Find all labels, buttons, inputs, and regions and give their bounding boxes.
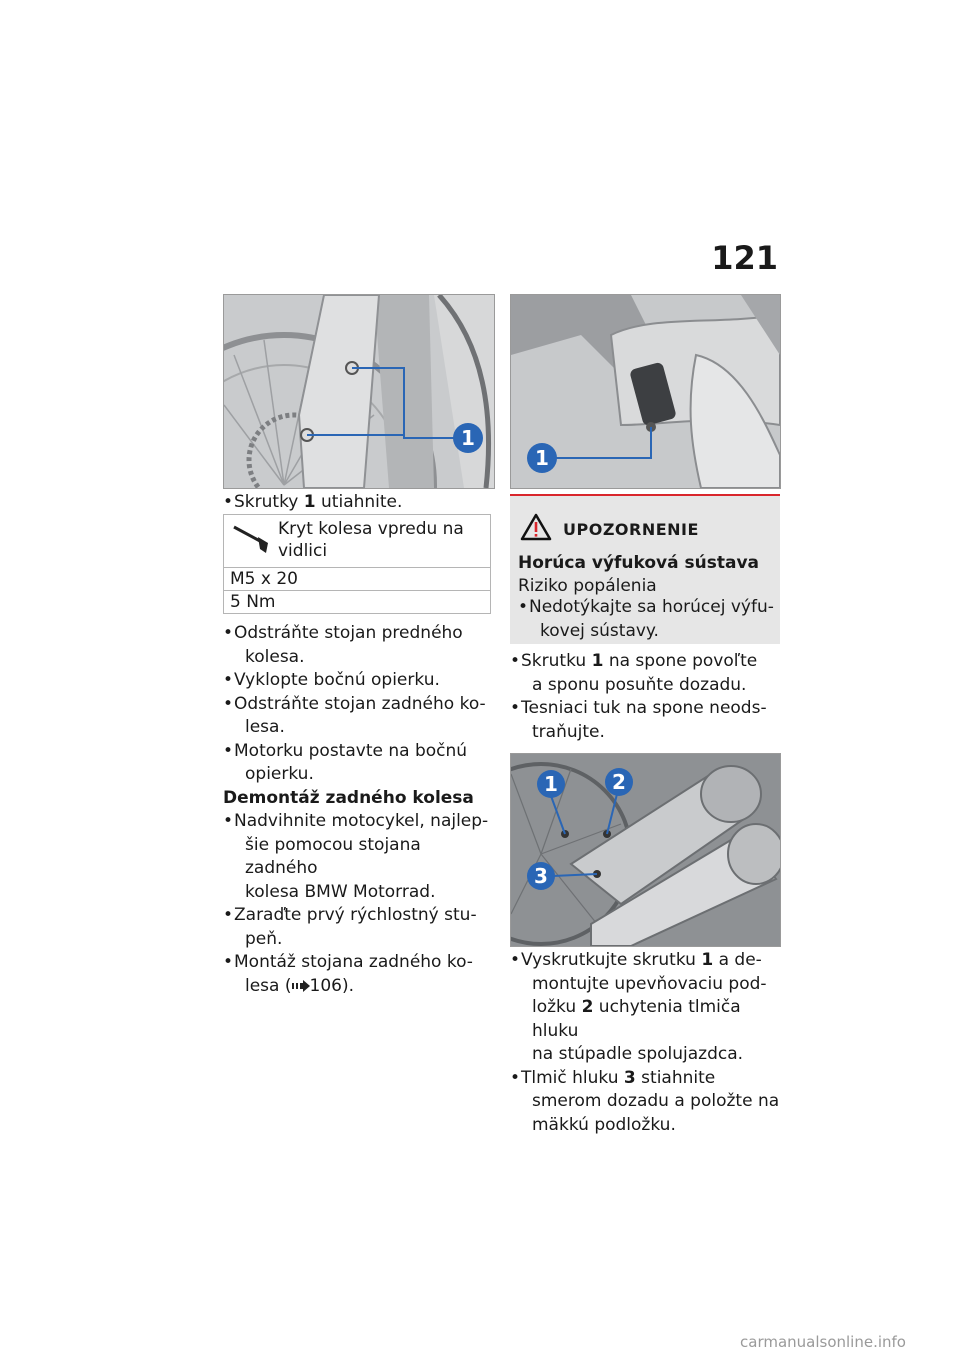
page-number: 121 [711, 239, 778, 277]
line: smerom dozadu a položte na [532, 1091, 780, 1111]
line: traňujte. [532, 721, 605, 742]
page-reference-arrow-icon [292, 980, 310, 992]
list-item [510, 697, 780, 744]
line: Nedotýkajte sa horúcej výfu- [529, 597, 774, 617]
line: kolesa. [245, 646, 305, 667]
line: kolesa BMW Motorrad. [245, 881, 436, 902]
line-text: ). [341, 975, 354, 996]
exhaust-clamp-photo [510, 294, 781, 489]
warning-title: UPOZORNENIE [563, 520, 699, 539]
list-item [223, 693, 493, 740]
line: lesa. [245, 717, 285, 737]
fig2-callout-1: 1 [535, 446, 549, 470]
step-number: 1 [303, 492, 316, 512]
step-number: 3 [623, 1067, 636, 1088]
warning-bullet [518, 596, 776, 643]
list-item [510, 650, 780, 697]
line: Odstráňte stojan zadného ko- [234, 693, 486, 714]
torque-value: 5 Nm [224, 591, 491, 614]
line: a sponu posuňte dozadu. [532, 674, 747, 695]
line: peň. [245, 928, 283, 949]
warning-heading: Horúca výfuková sústava [518, 553, 760, 573]
line [234, 975, 493, 999]
line-text: na spone povoľte [603, 651, 758, 671]
list-item [510, 1067, 780, 1138]
line-text: a de- [713, 950, 762, 970]
line-text: uchytenia tlmiča hluku [532, 997, 741, 1041]
line: mäkkú podložku. [532, 1114, 676, 1135]
line-text: Vyskrutkujte skrutku [521, 950, 702, 970]
torque-wrench-icon [230, 519, 274, 559]
list-item [223, 951, 493, 998]
line-text: lesa ( [245, 975, 292, 996]
line-text: stiahnite [635, 1067, 716, 1088]
line: Tesniaci tuk na spone neods- [521, 698, 767, 718]
line-text: Tlmič hluku [521, 1067, 624, 1088]
line: na stúpadle spolujazdca. [532, 1044, 744, 1064]
list-item [510, 949, 780, 1067]
step-number: 2 [581, 997, 594, 1017]
line: Zaraďte prvý rýchlostný stu- [234, 905, 477, 925]
step-number: 1 [591, 651, 604, 671]
torque-spec: M5 x 20 [224, 568, 491, 591]
torque-label: Kryt kolesa vpredu na vidlici [278, 519, 464, 561]
line: Motorku postavte na bočnú [234, 740, 468, 761]
step-text: Skrutky [234, 492, 304, 512]
line: montujte upevňovaciu pod- [532, 973, 767, 994]
line: Vyklopte bočnú opierku. [234, 670, 440, 690]
step-number: 1 [701, 950, 714, 970]
fig1-callout-1: 1 [461, 426, 475, 450]
fig3-callout-3: 3 [534, 864, 548, 888]
list-item [223, 904, 493, 951]
torque-label-cell [224, 515, 491, 568]
line-text: ložku [532, 997, 582, 1017]
list-item [223, 622, 493, 669]
line: Montáž stojana zadného ko- [234, 952, 473, 972]
step-tighten-screws [223, 490, 493, 514]
line [521, 996, 780, 1043]
line: Odstráňte stojan predného [234, 623, 463, 643]
list-item [223, 740, 493, 787]
step-text: utiahnite. [315, 492, 403, 512]
fig3-callout-2: 2 [612, 770, 626, 794]
line: opierku. [245, 764, 314, 784]
line: šie pomocou stojana zadného [245, 834, 421, 878]
page-reference[interactable]: 106 [309, 975, 342, 996]
warning-triangle-icon [520, 513, 552, 541]
list-item [223, 669, 493, 693]
line-text: Skrutku [521, 651, 592, 671]
list-item [223, 810, 493, 904]
torque-table [223, 514, 491, 614]
front-fork-photo [223, 294, 495, 489]
fig3-callout-1: 1 [544, 772, 558, 796]
section-heading: Demontáž zadného kolesa [223, 788, 474, 808]
warning-risk: Riziko popálenia [518, 576, 657, 596]
muffler-photo [510, 753, 781, 947]
line: Nadvihnite motocykel, najlep- [234, 811, 489, 831]
watermark: carmanualsonline.info [740, 1333, 906, 1351]
line: kovej sústavy. [540, 620, 659, 641]
